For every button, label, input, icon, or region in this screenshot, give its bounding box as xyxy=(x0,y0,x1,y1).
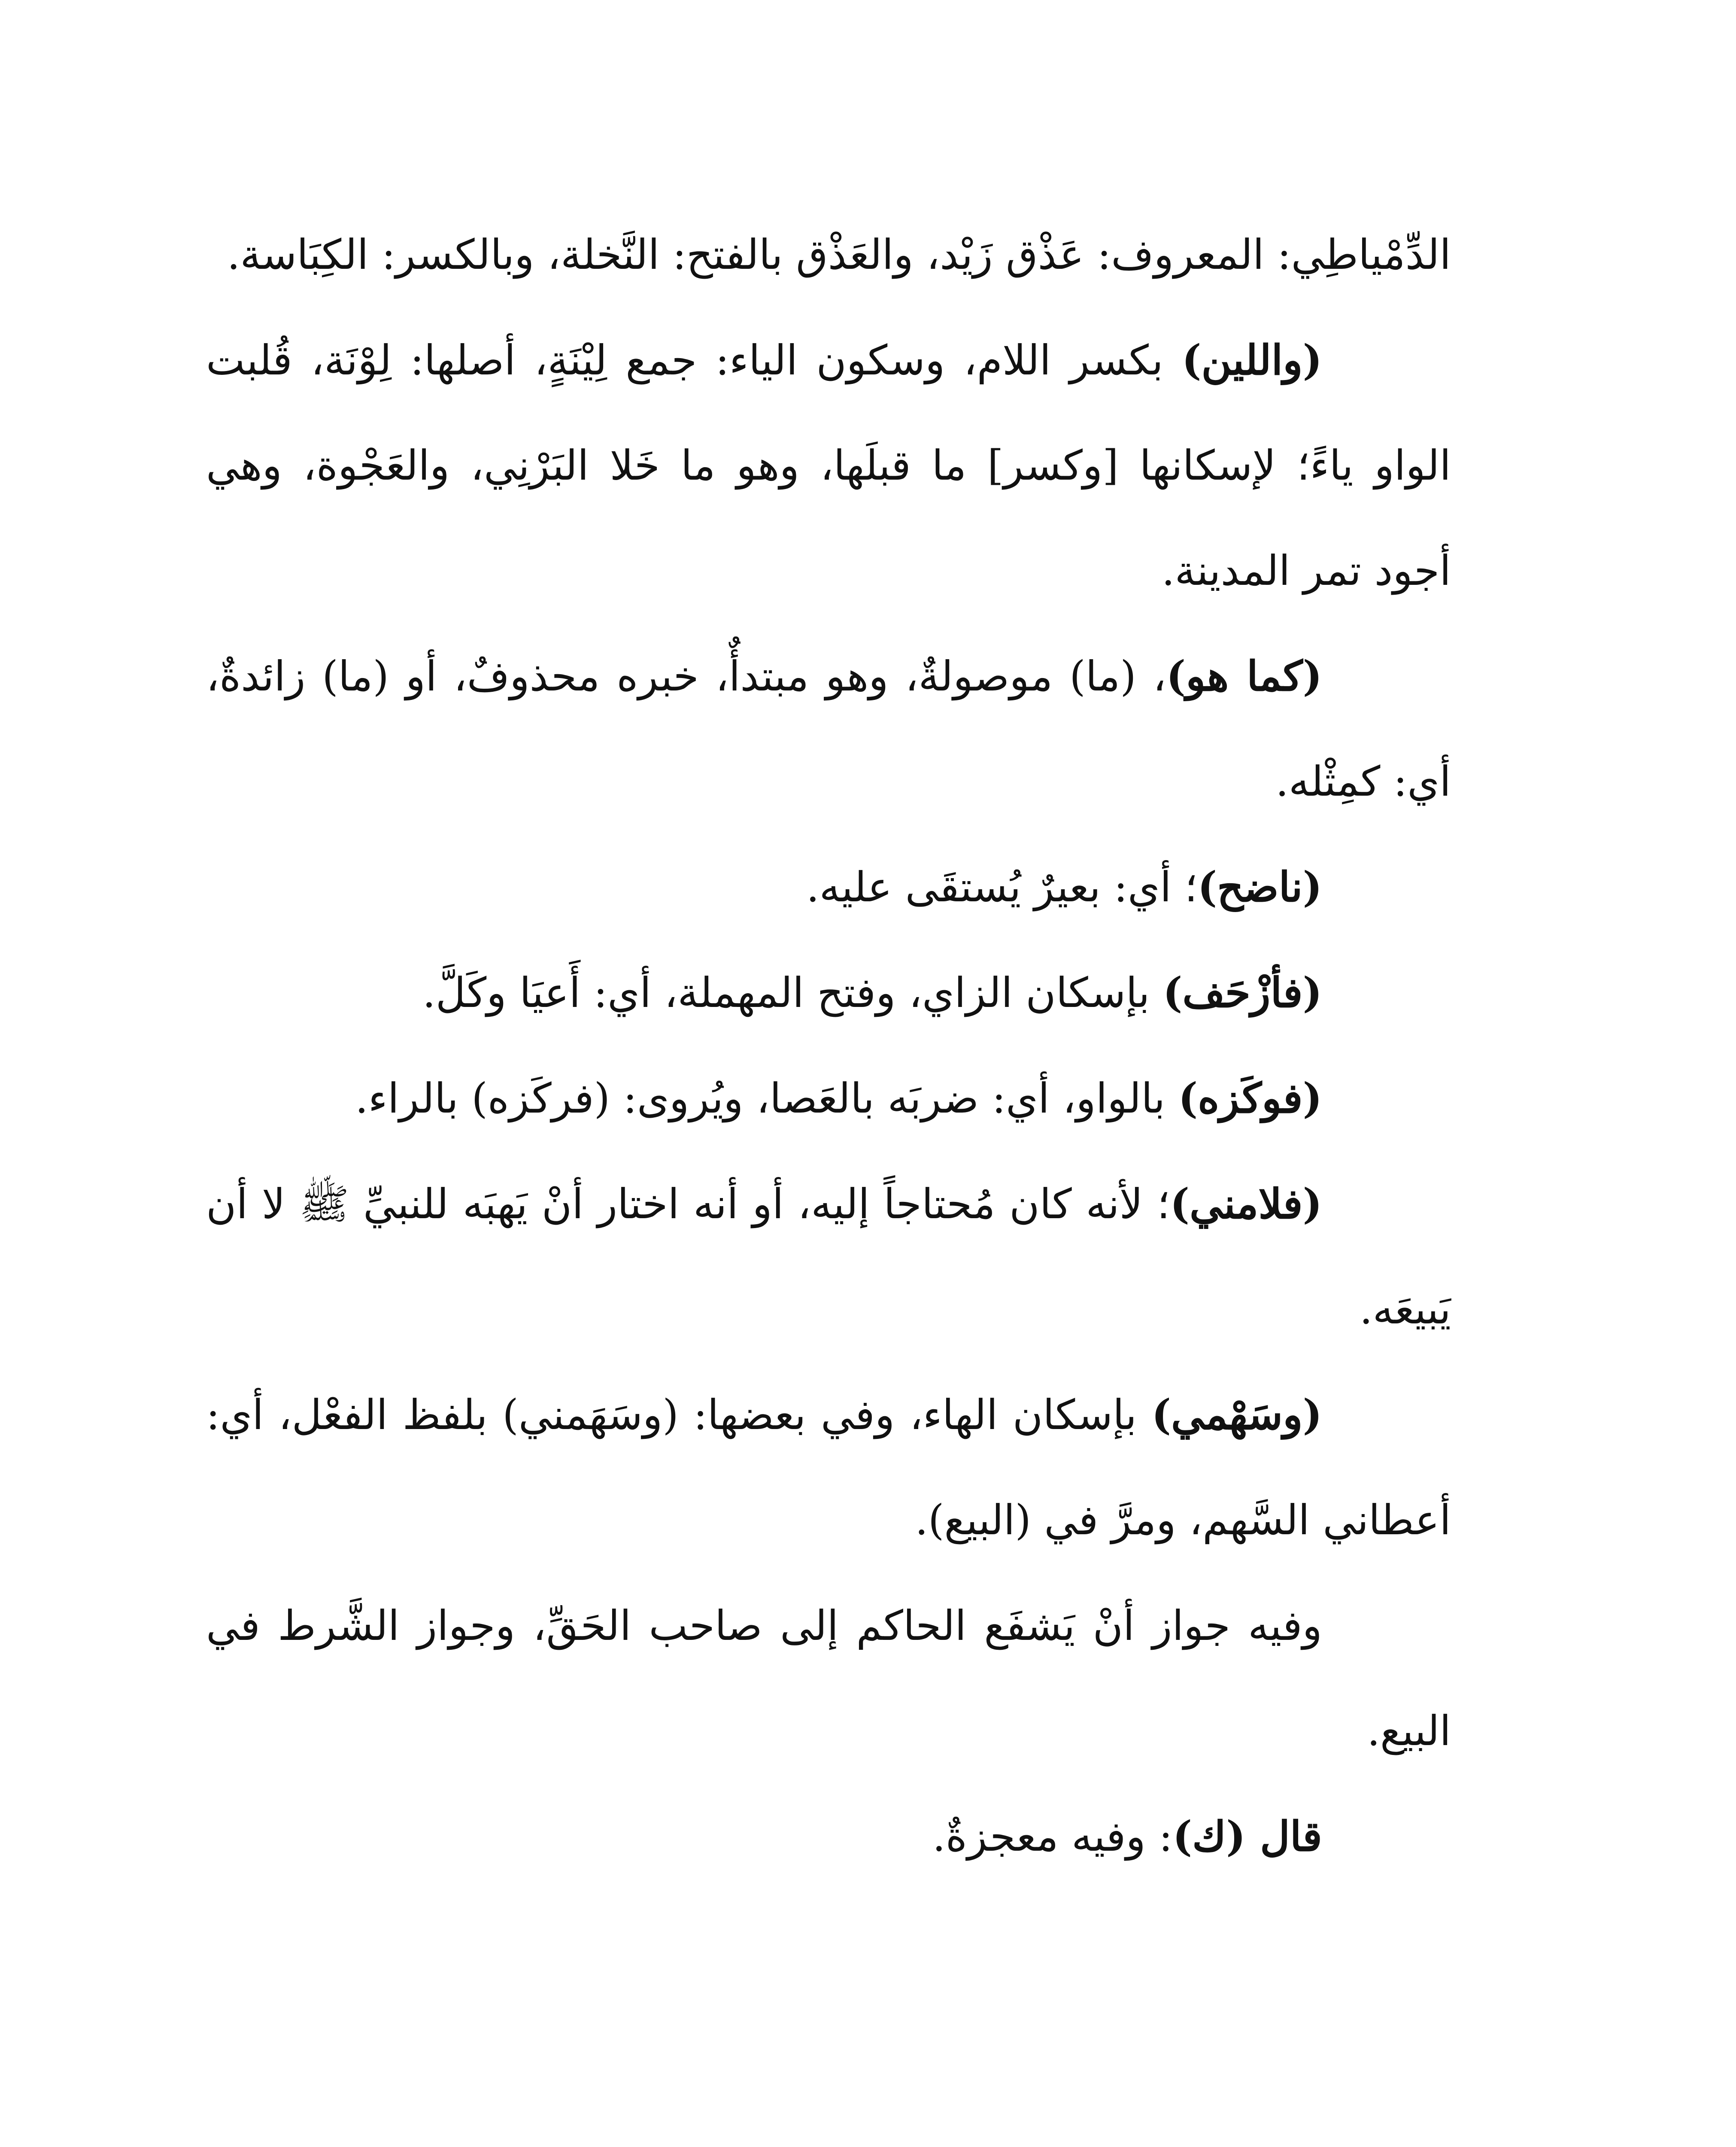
paragraph-lead: (كما هو) xyxy=(1166,652,1323,700)
paragraph-lead: (واللين) xyxy=(1182,336,1323,384)
paragraph-1 xyxy=(206,202,1451,307)
paragraph-text: وفيه جواز أنْ يَشفَع الحاكم إلى صاحب الحَقِّ، وجواز الشَّرط في البيع. xyxy=(206,1602,1451,1755)
paragraph-text: بكسر اللام، وسكون الياء: جمع لِيْنَةٍ، أصلها: لِوْنَة، قُلبت الواو ياءً؛ لإسكانها [وكسر] ما قبلَها، وهو ما خَلا البَرْنِي، والعَجْوة، وهي أجود تمر المدينة. xyxy=(206,336,1451,595)
paragraph-2 xyxy=(206,307,1451,623)
paragraph-text: الدِّمْياطِي: المعروف: عَذْق زَيْد، والعَذْق بالفتح: النَّخلة، وبالكسر: الكِبَاسة. xyxy=(227,231,1451,279)
paragraph-lead: (فلامني) xyxy=(1170,1180,1323,1228)
paragraph-lead: (ناضح) xyxy=(1197,863,1322,911)
paragraph-lead: قال (ك) xyxy=(1172,1812,1322,1861)
paragraph-3 xyxy=(206,623,1451,834)
paragraph-text: بالواو، أي: ضربَه بالعَصا، ويُروى: (فركَزه) بالراء. xyxy=(355,1074,1178,1122)
paragraph-8 xyxy=(206,1362,1451,1573)
paragraph-9 xyxy=(206,1573,1451,1784)
paragraph-text: ؛ لأنه كان مُحتاجاً إليه، أو أنه اختار أنْ يَهبَه للنبيِّ ﷺ لا أن يَبيعَه. xyxy=(206,1180,1451,1333)
paragraph-lead: (فأزْحَف) xyxy=(1162,968,1322,1017)
paragraph-lead: (وسَهْمي) xyxy=(1151,1390,1322,1439)
paragraph-text: ؛ أي: بعيرٌ يُستقَى عليه. xyxy=(806,863,1198,911)
paragraph-10 xyxy=(206,1784,1451,1889)
paragraph-4 xyxy=(206,834,1451,940)
paragraph-text: : وفيه معجزةٌ. xyxy=(932,1812,1173,1861)
paragraph-text: ، (ما) موصولةٌ، وهو مبتدأٌ، خبره محذوفٌ، أو (ما) زائدةٌ، أي: كمِثْله. xyxy=(206,652,1451,806)
paragraph-5 xyxy=(206,940,1451,1046)
page-body xyxy=(206,202,1451,1889)
paragraph-lead: (فوكَزه) xyxy=(1178,1074,1322,1122)
paragraph-7 xyxy=(206,1151,1451,1362)
paragraph-text: بإسكان الهاء، وفي بعضها: (وسَهَمني) بلفظ الفعْل، أي: أعطاني السَّهم، ومرَّ في (البيع). xyxy=(206,1391,1451,1544)
paragraph-6 xyxy=(206,1046,1451,1151)
paragraph-text: بإسكان الزاي، وفتح المهملة، أي: أَعيَا وكَلَّ. xyxy=(422,969,1163,1017)
